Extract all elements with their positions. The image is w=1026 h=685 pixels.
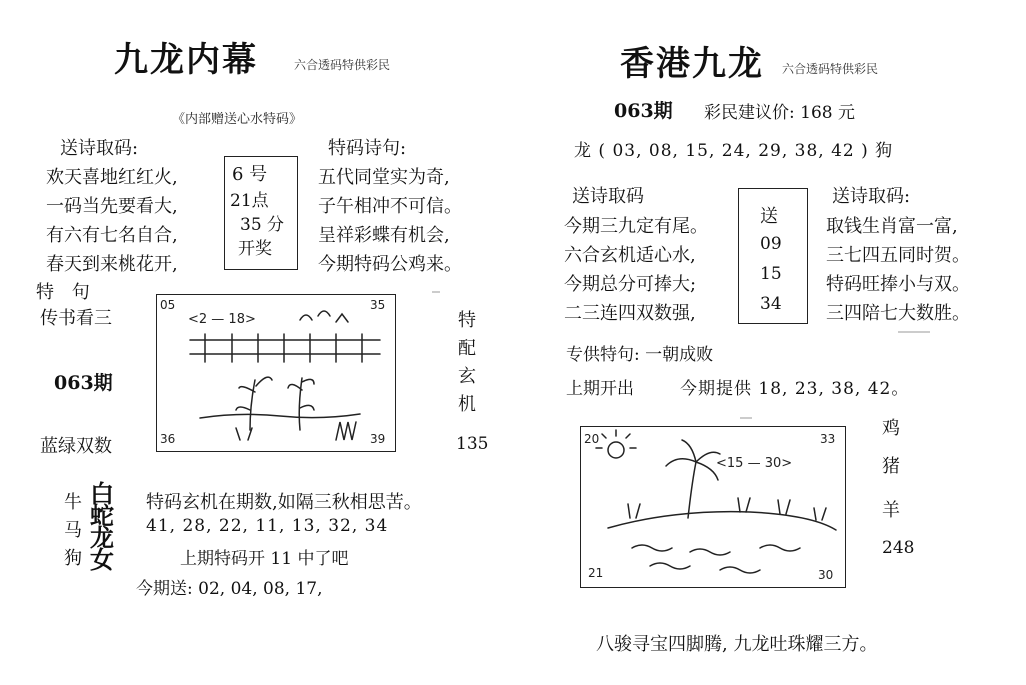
left-subtitle: 六合透码特供彩民 xyxy=(294,58,391,72)
left-poem-line: 春天到来桃花开, xyxy=(46,254,178,275)
left-side-char: 机 xyxy=(458,394,476,415)
left-color-hint: 蓝绿双数 xyxy=(40,436,112,457)
left-side-char: 玄 xyxy=(458,366,476,387)
send-number: 34 xyxy=(760,294,782,314)
right-period: 063期 xyxy=(614,100,673,122)
sketch-range: <2 — 18> xyxy=(188,312,256,327)
right-poem-line: 今期三九定有尾。 xyxy=(564,216,708,237)
right-poem-line: 今期总分可捧大; xyxy=(564,274,697,295)
animal-ox: 牛 xyxy=(64,492,82,513)
big-char: 白 xyxy=(90,479,114,508)
left-side-number: 135 xyxy=(456,434,489,454)
left-poem-line: 欢天喜地红红火, xyxy=(46,167,178,188)
left-line4: 今期送: 02, 04, 08, 17, xyxy=(136,579,323,599)
flower-doodle xyxy=(300,311,348,322)
big-char: 蛇 xyxy=(90,501,114,530)
draw-label: 开奖 xyxy=(238,239,272,259)
left-teju-text: 传书看三 xyxy=(40,308,112,329)
sketch-range: <15 — 30> xyxy=(716,456,793,471)
right-poem-line: 二三连四双数强, xyxy=(564,303,696,324)
plant-doodle xyxy=(236,377,272,430)
right-poem-line: 特码旺捧小与双。 xyxy=(826,274,970,295)
right-poem-line: 三七四五同时贺。 xyxy=(826,245,970,266)
right-poem-line: 取钱生肖富一富, xyxy=(826,216,958,237)
left-line1: 特码玄机在期数,如隔三秋相思苦。 xyxy=(146,492,422,513)
sun-rays xyxy=(596,430,636,448)
sketch-corner: 05 xyxy=(160,298,176,312)
sketch-corner: 33 xyxy=(820,432,836,446)
sketch-corner: 36 xyxy=(160,432,176,446)
sketch-corner: 35 xyxy=(370,298,386,312)
animal-horse: 马 xyxy=(64,520,82,541)
fence-posts xyxy=(205,334,362,362)
right-poem-label-left: 送诗取码 xyxy=(572,186,644,207)
right-poem-line: 六合玄机适心水, xyxy=(564,245,696,266)
sketch-corner: 39 xyxy=(370,432,386,446)
left-side-char: 特 xyxy=(458,310,476,331)
plant-doodle xyxy=(288,378,314,430)
right-poem-label-right: 送诗取码: xyxy=(832,186,911,207)
right-offer: 今期提供 18, 23, 38, 42。 xyxy=(680,379,910,399)
sketch-corner: 20 xyxy=(584,432,600,446)
left-side-char: 配 xyxy=(458,338,476,359)
left-quote: 《内部赠送心水特码》 xyxy=(172,112,303,127)
animal-rooster: 鸡 xyxy=(882,418,900,439)
big-char: 龙 xyxy=(90,523,114,552)
grass-doodle xyxy=(336,422,356,440)
send-label: 送 xyxy=(760,206,778,227)
left-poem-label: 送诗取码: xyxy=(60,138,139,159)
left-tema-line: 呈祥彩蝶有机会, xyxy=(318,225,450,246)
left-tema-line: 五代同堂实为奇, xyxy=(318,167,450,188)
right-price: 彩民建议价: 168 元 xyxy=(704,103,855,123)
left-tema-line: 今期特码公鸡来。 xyxy=(318,254,462,275)
draw-hour: 21点 xyxy=(230,191,269,211)
left-line2: 41, 28, 22, 11, 13, 32, 34 xyxy=(146,516,389,536)
animal-sheep: 羊 xyxy=(882,500,900,521)
draw-number: 6 号 xyxy=(232,164,268,185)
wave-doodle xyxy=(650,563,760,573)
island-doodle xyxy=(608,512,836,530)
right-special: 专供特句: 一朝成败 xyxy=(566,345,714,365)
animal-dog: 狗 xyxy=(64,548,82,569)
ground-line xyxy=(200,414,360,418)
right-subtitle: 六合透码特供彩民 xyxy=(782,62,879,76)
palm-trunk xyxy=(688,462,696,518)
sketch-corner: 30 xyxy=(818,568,834,582)
left-period: 063期 xyxy=(54,372,113,394)
animal-pig: 猪 xyxy=(882,456,900,477)
sketch-corner: 21 xyxy=(588,566,604,580)
big-char: 女 xyxy=(90,545,114,574)
palm-leaves xyxy=(666,440,720,480)
draw-minute: 35 分 xyxy=(240,215,285,235)
wave-doodle xyxy=(632,545,800,555)
right-bottom-line: 八骏寻宝四脚腾, 九龙吐珠耀三方。 xyxy=(596,634,878,655)
left-title: 九龙内幕 xyxy=(114,40,258,80)
left-teju-label: 特 句 xyxy=(36,282,96,303)
left-poem-line: 有六有七名自合, xyxy=(46,225,178,246)
send-number: 09 xyxy=(760,234,782,254)
sun-doodle xyxy=(608,442,624,458)
left-tema-line: 子午相冲不可信。 xyxy=(318,196,462,217)
right-dragon-line: 龙 ( 03, 08, 15, 24, 29, 38, 42 ) 狗 xyxy=(574,141,894,161)
left-tema-label: 特码诗句: xyxy=(328,138,407,159)
right-title: 香港九龙 xyxy=(620,44,764,84)
right-side-number: 248 xyxy=(882,538,915,558)
right-poem-line: 三四陪七大数胜。 xyxy=(826,303,970,324)
left-line3: 上期特码开 11 中了吧 xyxy=(180,549,349,569)
left-poem-line: 一码当先要看大, xyxy=(46,196,178,217)
send-number: 15 xyxy=(760,264,782,284)
right-last-label: 上期开出 xyxy=(566,379,634,399)
